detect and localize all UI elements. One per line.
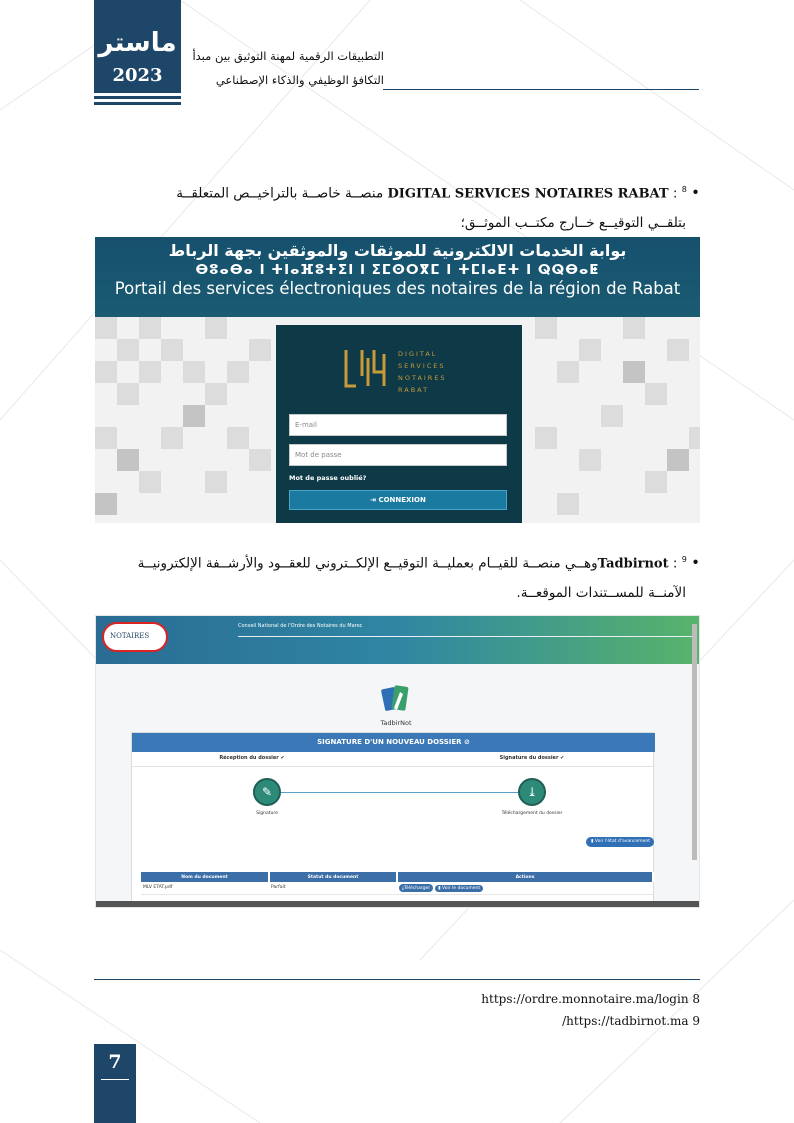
step2-label: Téléchargement du dossier	[501, 811, 563, 816]
notaires-logo	[102, 622, 168, 652]
banner-arabic: بوابة الخدمات الالكترونية للموثقات والموثقين بجهة الرباط	[168, 241, 627, 260]
bullet2-sep: :	[668, 555, 682, 572]
password-field[interactable]: Mot de passe	[289, 444, 507, 466]
year-label: 2023	[112, 65, 163, 86]
council-title: Conseil National de l'Ordre des Notaires du Maroc	[238, 623, 363, 629]
download-step-icon[interactable]: ⤓	[518, 778, 546, 806]
council-underline	[238, 636, 693, 637]
logo-word: DIGITAL	[398, 350, 438, 358]
bullet1-text-a: منصــة خاصــة بالتراخيــص المتعلقــة	[176, 185, 388, 202]
cell-document-name: MLV ETAT.pdf	[141, 882, 269, 894]
portal-banner	[95, 237, 700, 317]
logo-words	[398, 348, 447, 396]
footnote-ref-8: 8	[681, 185, 687, 194]
col-header-actions: Actions	[397, 872, 653, 882]
page-number: 7	[108, 1051, 122, 1073]
bullet-tadbirnot	[110, 545, 700, 608]
banner-tifinagh: ⴱⵓⴰⴱⴰ ⵏ ⵜⵏⴰⴼⵓⵜⵉⵏ ⵏ ⵉⵎⵙⵔⴳⵎ ⵏ ⵜⵎⵏⴰⴹⵜ ⵏ ⵕⵕⴱⴰⵟ	[195, 262, 600, 278]
page-number-underline	[101, 1079, 129, 1080]
step1-label: Signature	[256, 811, 278, 816]
bullet2-text-b: الآمنــة للمســتندات الموقعــة.	[516, 584, 686, 601]
signature-panel	[131, 732, 654, 908]
download-button[interactable]: ⤓Télécharger	[399, 884, 433, 892]
logo-word: RABAT	[398, 386, 430, 394]
footnote-rule	[94, 979, 700, 980]
documents-table	[141, 872, 654, 895]
bullet2-name: Tadbirnot	[597, 556, 669, 572]
footnote-9[interactable]: /https://tadbirnot.ma 9	[562, 1014, 700, 1028]
bullet1-sep: :	[668, 185, 682, 202]
header-title-line1: التطبيقات الرقمية لمهنة التوثيق بين مبدأ	[192, 49, 384, 63]
panel-title: SIGNATURE D'UN NOUVEAU DOSSIER ⊘	[132, 733, 655, 752]
screenshot-digital-services	[95, 237, 700, 523]
bullet1-text-b: بتلقــي التوقيــع خــارج مكتــب الموثــق؛	[460, 214, 686, 231]
forgot-password-link[interactable]: Mot de passe oublié?	[289, 474, 367, 482]
col-header-status: Statut du document	[269, 872, 397, 882]
logo-word: NOTAIRES	[398, 374, 447, 382]
tadbirnot-brand: TadbirNot	[380, 719, 412, 727]
logo-word: SERVICES	[398, 362, 446, 370]
connexion-button[interactable]: ⇥ CONNEXION	[289, 490, 507, 510]
step1-header: Réception du dossier ✔	[219, 755, 285, 761]
bullet2-text-a: وهــي منصــة للقيــام بعمليــة التوقيــع الإلكــتروني للعقــود والأرشــفة الإلكترونيــة	[137, 555, 598, 572]
tadbirnot-logo-icon	[380, 682, 412, 716]
step-connector	[268, 792, 540, 793]
table-row	[141, 882, 653, 894]
scrollbar[interactable]	[692, 624, 697, 860]
cell-document-status: Parfait	[269, 882, 397, 894]
bottom-bar	[96, 901, 700, 908]
master-label: ماستر	[98, 28, 177, 58]
footnote-ref-9: 9	[681, 555, 687, 564]
signature-step-icon[interactable]: ✎	[253, 778, 281, 806]
progress-button[interactable]: ▮ Voir l'état d'avancement	[586, 837, 654, 847]
login-panel	[276, 325, 522, 523]
tadbirnot-topbar	[96, 616, 700, 664]
notaires-logo-text: NOTAIRES	[110, 632, 150, 640]
digital-services-logo	[342, 342, 462, 394]
logo-mark-icon	[342, 344, 390, 392]
header-bars	[94, 96, 181, 108]
bullet-digital-services	[110, 175, 700, 238]
header-rule	[383, 89, 699, 90]
step2-header: Signature du dossier ✔	[499, 755, 565, 761]
bullet-dot: •	[691, 553, 700, 572]
view-document-button[interactable]: ▮ Voir le document	[435, 885, 483, 892]
cell-actions	[397, 882, 653, 894]
email-field[interactable]: E-mail	[289, 414, 507, 436]
header-title	[192, 44, 384, 92]
table-header-row	[141, 872, 653, 882]
bullet1-name: DIGITAL SERVICES NOTAIRES RABAT	[387, 186, 669, 202]
col-header-name: Nom du document	[141, 872, 269, 882]
bullet-dot: •	[691, 183, 700, 202]
footnote-8[interactable]: https://ordre.monnotaire.ma/login 8	[481, 992, 700, 1006]
step-divider	[132, 766, 655, 767]
header-title-line2: التكافؤ الوظيفي والذكاء الإصطناعي	[215, 73, 384, 87]
banner-french: Portail des services électroniques des notaires de la région de Rabat	[114, 279, 681, 298]
screenshot-tadbirnot	[95, 615, 700, 908]
